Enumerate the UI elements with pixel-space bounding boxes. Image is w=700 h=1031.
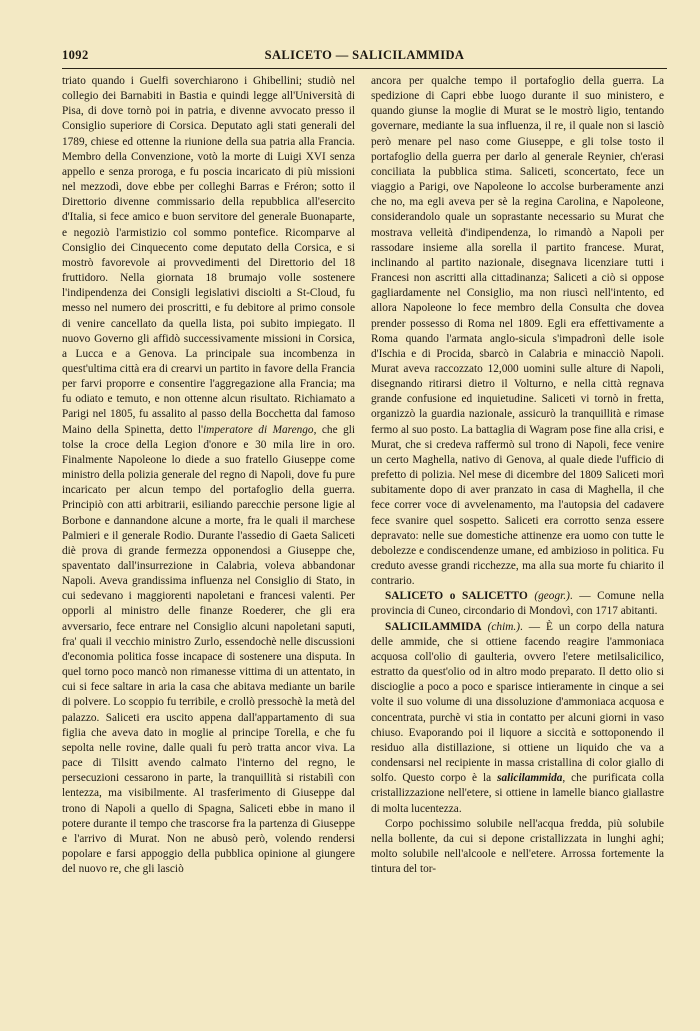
saliceti-biography-text: [62, 74, 355, 877]
entry-saliceto-label: (geogr.): [534, 590, 570, 603]
entry-salicilammida-text-2: , che purificata colla cristallizzazione nell'etere, si ottiene in lamelle bianco giallastre di molta lucentezza.: [371, 772, 664, 815]
biography-part-2: , che gli tolse la croce della Legion d'onore e 30 mila lire in oro. Finalmente Napoleone lo diede a suo fratello Giuseppe come ministro della polizia generale del regno di Napoli, dove fu pure incaricato per alcun tempo del portafoglio della guerra. Principiò con atti arbitrarii, esiliando parecchie persone ligie al Borbone e dannandone alcune a morte, fra le quali il marchese Palmieri e il generale Rodio. Durante l'assedio di Gaeta Saliceti diè prova di grande fermezza opponendosi a Giuseppe che, spaventato dall'insurrezione in Calabria, voleva abbandonar Napoli. Aveva grandissima influenza nel Consiglio di Stato, in cui sedevano i maggiorenti napoletani e francesi valenti. Per opporli al ministro delle finanze Roederer, che gli era avversario, fece entrare nel Consiglio alcuni napoletani saputi, fra' quali il vecchio ministro Zurlo, essendochè nelle discussioni d'economia politica fosse incapace di sostenere una disputa. In quel torno poco mancò non rimanesse vittima di un attentato, in cui si fece saltare in aria la casa che abitava mediante un barile di polvere. Lo scoppio fu terribile, e crollò pressochè la metà del palazzo. Saliceti era uscito appena dall'appartamento di sua figlia che aveva dato in moglie al principe Torella, e che fu sepolta nelle rovine, dalle quali fu però tratta ancor viva. La pace di Tilsitt avendo calmato l'interno del regno, le persecuzioni cessarono in parte, la tranquillità si ristabilì con lentezza, ma visibilmente. Al trasferimento di Giuseppe dal trono di Napoli a quello di Spagna, Saliceti ebbe in mano il potere durante il tempo che trascorse fra la partenza di Giuseppe e l'arrivo di Murat. Non ne abusò però, volendo rendersi popolare e farsi appoggio della pubblica opinione al giungere del nuovo re, che gli lasciò: [62, 423, 356, 876]
page-header: [62, 48, 667, 66]
biography-italic-phrase: imperatore di Marengo: [203, 423, 314, 436]
header-rule: [62, 68, 667, 69]
right-column: [371, 74, 664, 877]
entry-saliceto-text: . — Comune nella provincia di Cuneo, circondario di Mondovì, con 1717 abitanti.: [371, 590, 664, 618]
entry-saliceto: [371, 589, 664, 619]
entry-salicilammida-label: (chim.): [487, 620, 520, 633]
closing-paragraph: Corpo pochissimo solubile nell'acqua fredda, più solubile nella bollente, da cui si depone cristallizzata in lunghi aghi; molto solubile nell'alcoole e nell'etere. Arrossa fortemente la tintura del tor-: [371, 817, 664, 876]
entry-salicilammida: [371, 620, 664, 817]
entry-saliceto-headword: SALICETO o SALICETTO: [385, 590, 528, 603]
entry-salicilammida-italic-term: salicilammida: [497, 772, 563, 785]
entry-salicilammida-text-1: . — È un corpo della natura delle ammide, che si ottiene facendo reagire l'ammoniaca acquosa coll'olio di gaulteria, ovvero l'etere metilsalicilico, estratto da quest'olio od in altro modo preparato. Il detto olio si discioglie a poco a poco e sparisce intieramente in cinque a sei volte il suo volume di una dissoluzione d'ammoniaca acquosa e concentrata, purchè vi stia in contatto per alcuni giorni in vaso chiuso. Evaporando poi il liquore a siccità e sottoponendo il residuo alla distillazione, si ottiene un liquido che va a condensarsi nel recipiente in massa cristallina di color giallo di solfo. Questo corpo è la: [371, 620, 665, 785]
page-number: 1092: [62, 48, 89, 62]
left-column: [62, 74, 355, 877]
entry-salicilammida-headword: SALICILAMMIDA: [385, 620, 482, 633]
biography-part-1: triato quando i Guelfi soverchiarono i Ghibellini; studiò nel collegio dei Barnabiti in Bastia e quindi legge all'Università di Pisa, di dove tornò poi in patria, e divenne avvocato presso il Consiglio superiore di Corsica. Deputato agli stati generali del 1789, chiese ed ottenne la riunione della sua patria alla Francia. Membro della Convenzione, votò la morte di Luigi XVI senza appello e senza proroga, e fu poscia incaricato di più missioni nel mezzodì, dove ebbe per colleghi Barras e Fréron; sotto il Direttorio divenne commissario della repubblica all'esercito d'Italia, si fece amico e buon servitore del generale Buonaparte, e negoziò l'armistizio col sommo pontefice. Ricomparve al Consiglio dei Cinquecento come deputato della Corsica, e si mostrò favorevole ai provvedimenti del Direttorio del 18 fruttidoro. Nella giornata 18 brumajo volle sostenere l'indipendenza dei Consigli legislativi disciolti a St-Cloud, fu messo nel numero dei proscritti, e fu debitore al primo console di venire cancellato da quella lista, poi subito impiegato. Il nuovo Governo gli affidò successivamente missioni in Corsica, a Lucca e a Genova. La principale sua incombenza in quest'ultima città era di crearvi un partito in favore della Francia per farvi proporre e consentire l'aggregazione alla Francia; ma fu odiato e temuto, e non ottenne alcun risultato. Richiamato a Parigi nel 1805, fu assalito al passo della Bocchetta dal famoso Maino della Spinetta, detto l': [62, 75, 355, 436]
biography-continuation: ancora per qualche tempo il portafoglio della guerra. La spedizione di Capri ebbe luogo durante il suo ministero, e quando giunse la moglie di Murat se le mostrò ligio, tentando governare, mediante la sua influenza, il re, il quale non si lasciò però menare pel naso come Giuseppe, e gli tolse tosto il portafoglio della guerra per darlo al generale Reynier, ch'erasi conciliata la pubblica stima. Saliceti, sconcertato, fece un viaggio a Parigi, ove Napoleone lo accolse burberamente anzi che no, ma egli aveva per sè la regina Carolina, e Napoleone, considerandolo quale un soprastante necessario su Murat che mostrava velleità d'indipendenza, lo rimandò a Napoli per rassodare insieme alla sorella il partito francese. Murat, inclinando al partito nazionale, disegnava licenziare tutti i Francesi non ascritti alla cittadinanza; Saliceti a ciò si oppose gagliardamente nel Consiglio, ma non riuscì nell'intento, ed allora Napoleone lo fece membro della Consulta che dovea prender possesso di Roma nel 1809. Egli era effettivamente a Roma quando l'armata anglo-sicula s'impadronì delle isole d'Ischia e di Procida, sbarcò in Calabria e minacciò Napoli. Murat aveva raccozzato 12,000 uomini sulle alture di Napoli, disegnando ritirarsi dietro il Volturno, e nella città regnava grande confusione ed inquietudine. Saliceti vi tornò in fretta, organizzò la guardia nazionale, assicurò la tranquillità e rimase fermo al suo posto. La battaglia di Wagram pose fine alla crisi, e Murat, che si credeva raffermò sul trono di Napoli, fece venire un certo Maghella, nativo di Genova, al quale diede l'ufficio di prefetto di polizia. Nel mese di dicembre del 1809 Saliceti morì subitamente dopo di aver pranzato in casa di Maghella, il che fece correr voce di avvelenamento, ma l'autopsia del cadavere fece svanire quel sospetto. Saliceti era corrotto senza essere depravato: nelle sue domestiche attinenze era uomo con tutte le debolezze e condiscendenze umane, ed ambizioso in politica. Fu creduto avesse grandi ricchezze, ma alla sua morte fu chiarito il contrario.: [371, 75, 664, 588]
running-title: SALICETO — SALICILAMMIDA: [264, 48, 465, 62]
